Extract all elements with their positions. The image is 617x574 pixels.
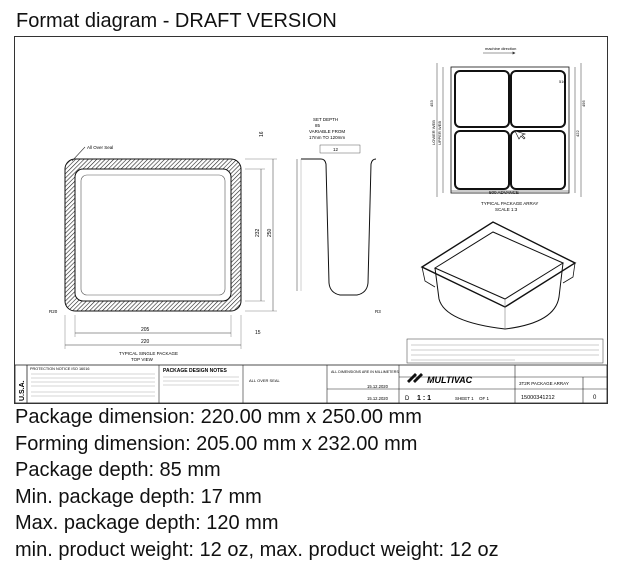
dim-250: 250 (267, 228, 273, 237)
multivac-logo-icon (407, 373, 423, 383)
drawing-number: 15000341212 (521, 395, 555, 401)
set-depth-label: SET DEPTH (313, 117, 339, 122)
package-design-notes: PACKAGE DESIGN NOTES (163, 368, 227, 374)
dim-15: 15 (255, 330, 261, 336)
variable-from-label: VARIABLE FROM (309, 129, 346, 134)
specs-list (15, 404, 499, 563)
protection-notice: PROTECTION NOTICE ISO 16016 (30, 367, 90, 371)
spec-package-dimension: Package dimension: 220.00 mm x 250.00 mm (15, 406, 422, 428)
spec-package-depth: Package depth: 85 mm (15, 459, 221, 481)
dim-232: 232 (255, 228, 261, 237)
date-1: 15.12.2020 (367, 384, 388, 389)
page-title: Format diagram - DRAFT VERSION (16, 10, 337, 32)
revision: 0 (593, 395, 597, 401)
top-view (49, 131, 277, 362)
top-view-caption-2: TOP VIEW (131, 357, 153, 362)
drawing-title: 3T2R PACKAGE ARRAY (519, 381, 569, 386)
variable-range-label: 17mm TO 120mm (309, 135, 346, 140)
top-view-caption-1: TYPICAL SINGLE PACKAGE (119, 351, 179, 356)
notes-box (407, 339, 603, 363)
cavity-outline (75, 169, 231, 301)
sheet-of-label: OF 1 (479, 396, 490, 401)
dim-495: 495 (581, 100, 586, 107)
date-2: 15.12.2020 (367, 396, 388, 401)
spec-min-depth: Min. package depth: 17 mm (15, 485, 262, 508)
dim-220: 220 (141, 339, 150, 345)
lower-web-label: LOWER WEB (431, 120, 436, 145)
drawing-sheet (14, 36, 608, 404)
dim-205: 205 (141, 327, 150, 333)
tolerance-note: ALL DIMENSIONS ARE IN MILLIMETERS (331, 370, 399, 374)
technical-drawing (15, 37, 607, 403)
size-label: D (405, 396, 410, 402)
array-caption-2: SCALE 1:3 (495, 207, 518, 212)
dim-85: 85 (315, 123, 321, 128)
dim-r20: R20 (49, 309, 58, 314)
side-view (297, 117, 381, 314)
machine-direction-label: machine direction (485, 46, 517, 51)
package-array (429, 46, 586, 212)
all-over-seal-label: All Over Seal (87, 145, 114, 150)
dim-453: 453 (429, 100, 434, 107)
dim-r3: R3 (375, 309, 381, 314)
spec-product-weight: min. product weight: 12 oz, max. product weight: 12 oz (15, 538, 499, 561)
title-block (15, 365, 607, 403)
company-logo: MULTIVAC (427, 375, 473, 385)
dim-16: 16 (259, 131, 265, 137)
dim-422: 422 (575, 130, 580, 137)
isometric-view (422, 222, 575, 329)
sheet-label: SHEET 1 (455, 396, 474, 401)
scale-label: 1 : 1 (417, 395, 432, 402)
seal-note: ALL OVER SEAL (249, 378, 280, 383)
usa-label: U.S.A. (19, 380, 26, 401)
upper-web-label: UPPER WEB (437, 120, 442, 145)
spec-max-depth: Max. package depth: 120 mm (15, 512, 279, 534)
dim-510: 510 (559, 79, 566, 84)
array-caption-1: TYPICAL PACKAGE ARRAY (481, 201, 539, 206)
advance-label: 500 ADVANCE (489, 190, 519, 195)
spec-forming-dimension: Forming dimension: 205.00 mm x 232.00 mm (15, 432, 418, 455)
dim-12: 12 (333, 147, 339, 152)
